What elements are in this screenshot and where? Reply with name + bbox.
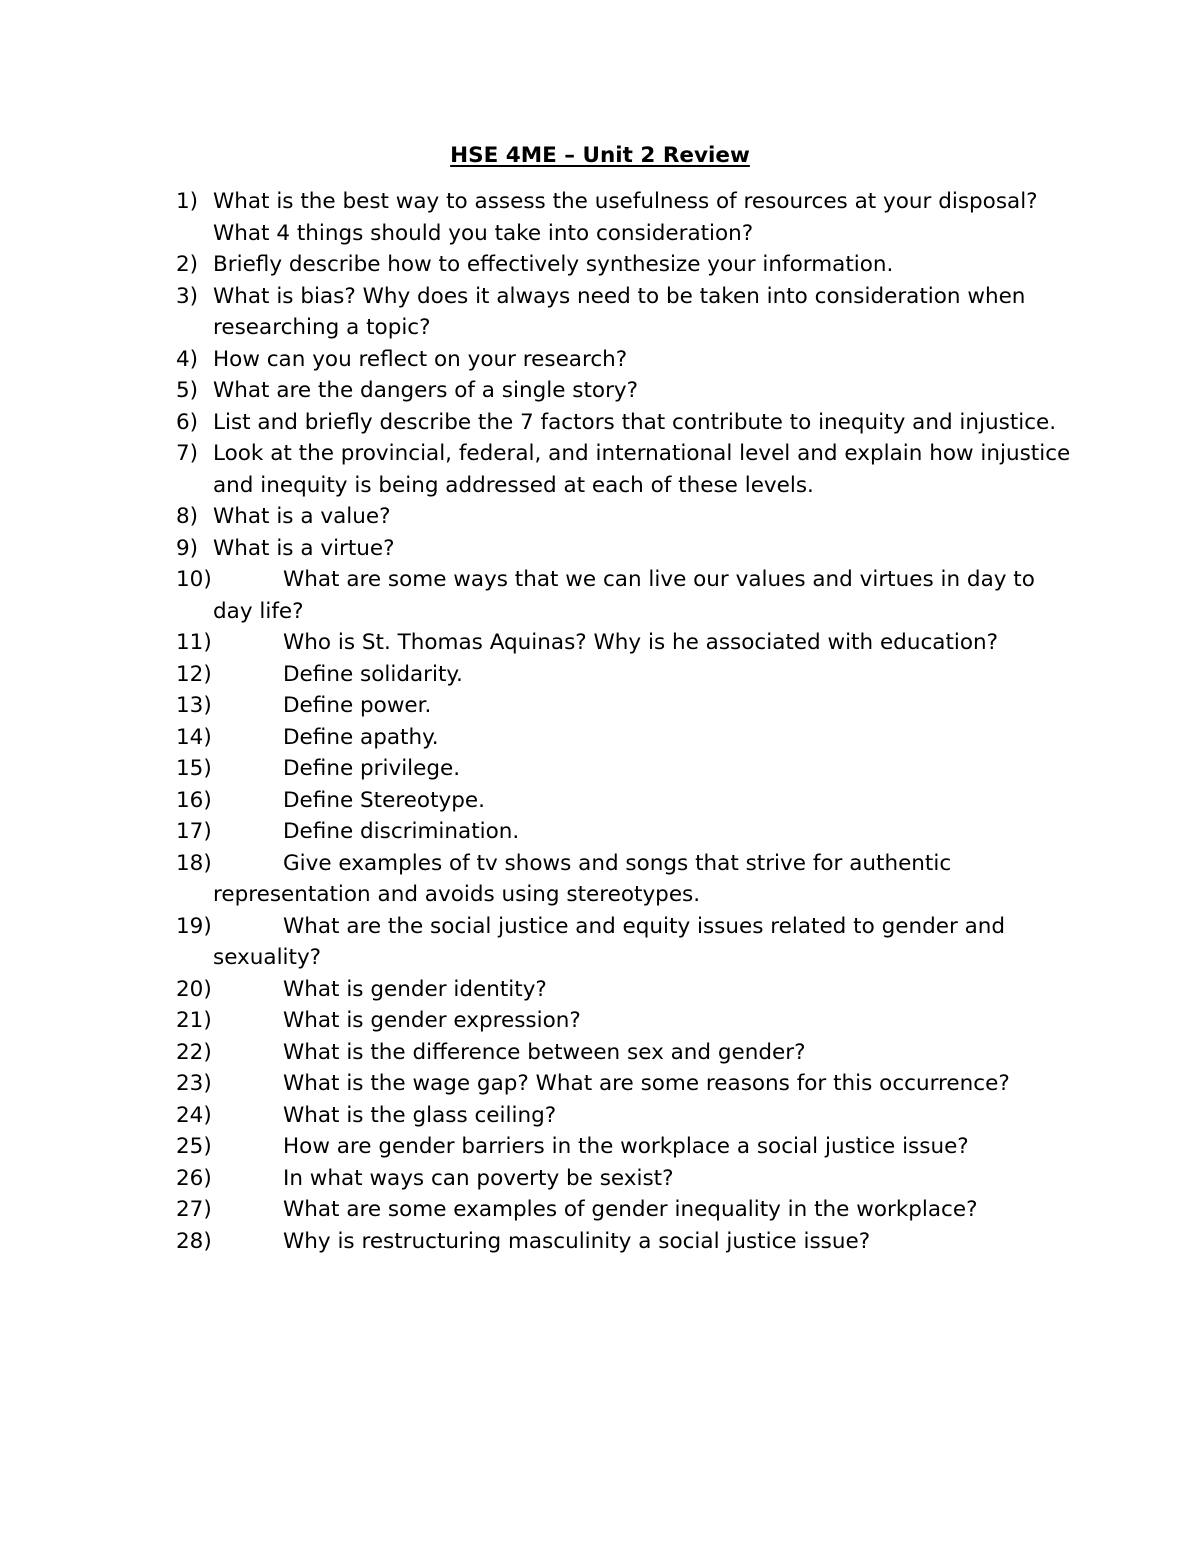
question-list [176, 186, 1076, 1257]
question-item [176, 1194, 1076, 1226]
question-number: 6) [176, 409, 199, 435]
question-text: What are some examples of gender inequality in the workplace? [283, 1197, 978, 1222]
question-number: 4) [176, 346, 199, 372]
question-text: What are some ways that we can live our values and virtues in day to day life? [213, 567, 1035, 624]
document-title: HSE 4ME – Unit 2 Review [450, 143, 750, 168]
question-text: What is gender identity? [283, 976, 547, 1002]
question-item [176, 564, 1076, 627]
question-number: 22) [176, 1039, 212, 1065]
question-text: What is the wage gap? What are some reasons for this occurrence? [283, 1071, 1010, 1096]
question-item [176, 1226, 1076, 1258]
question-number: 1) [176, 189, 199, 214]
question-text: What is the glass ceiling? [283, 1102, 557, 1128]
question-number: 10) [176, 567, 212, 592]
question-text: Define power. [283, 693, 432, 718]
question-text: List and briefly describe the 7 factors that contribute to inequity and injustice. [213, 409, 1057, 435]
question-number: 12) [176, 661, 212, 687]
question-number: 16) [176, 787, 212, 813]
question-text: Define Stereotype. [283, 787, 485, 813]
question-text: Give examples of tv shows and songs that strive for authentic representation and avoids using stereotypes. [213, 850, 952, 907]
question-number: 3) [176, 283, 199, 309]
question-text: What are the social justice and equity issues related to gender and sexuality? [213, 913, 1006, 970]
question-number: 27) [176, 1197, 212, 1222]
question-number: 24) [176, 1102, 212, 1128]
question-item [176, 1100, 1076, 1132]
question-text: Define solidarity. [283, 661, 463, 687]
question-item [176, 627, 1076, 659]
question-item [176, 533, 1076, 565]
question-text: Define apathy. [283, 724, 439, 750]
question-number: 14) [176, 724, 212, 750]
question-text: What is the best way to assess the usefulness of resources at your disposal? What 4 things should you take into consideration? [213, 189, 1038, 246]
question-item [176, 816, 1076, 848]
question-number: 23) [176, 1071, 212, 1096]
question-item [176, 407, 1076, 439]
question-number: 11) [176, 630, 212, 655]
question-number: 19) [176, 913, 212, 939]
question-item [176, 344, 1076, 376]
question-number: 5) [176, 378, 199, 403]
question-text: What is a virtue? [213, 535, 395, 561]
question-text: In what ways can poverty be sexist? [283, 1165, 674, 1191]
question-text: What is gender expression? [283, 1008, 581, 1033]
question-text: Define privilege. [283, 756, 461, 781]
question-text: Look at the provincial, federal, and international level and explain how injustice and inequity is being addressed at each of these levels. [213, 441, 1071, 498]
question-item [176, 375, 1076, 407]
question-number: 17) [176, 819, 212, 844]
question-text: How are gender barriers in the workplace a social justice issue? [283, 1134, 969, 1159]
question-number: 9) [176, 535, 199, 561]
question-item [176, 848, 1076, 911]
question-item [176, 249, 1076, 281]
question-number: 26) [176, 1165, 212, 1191]
question-item [176, 1037, 1076, 1069]
question-item [176, 974, 1076, 1006]
question-number: 18) [176, 850, 212, 876]
question-item [176, 438, 1076, 501]
question-number: 13) [176, 693, 212, 718]
question-text: How can you reflect on your research? [213, 346, 628, 372]
question-item [176, 690, 1076, 722]
question-number: 21) [176, 1008, 212, 1033]
question-number: 15) [176, 756, 212, 781]
question-item [176, 911, 1076, 974]
question-number: 25) [176, 1134, 212, 1159]
question-text: What is a value? [213, 504, 391, 529]
question-item [176, 1163, 1076, 1195]
question-number: 28) [176, 1228, 212, 1254]
question-item [176, 1131, 1076, 1163]
question-number: 7) [176, 441, 199, 466]
question-item [176, 659, 1076, 691]
question-item [176, 501, 1076, 533]
question-item [176, 1068, 1076, 1100]
question-number: 2) [176, 252, 199, 277]
question-text: Define discrimination. [283, 819, 520, 844]
question-text: Who is St. Thomas Aquinas? Why is he associated with education? [283, 630, 999, 655]
question-text: What is the difference between sex and gender? [283, 1039, 806, 1065]
question-item [176, 281, 1076, 344]
question-item [176, 753, 1076, 785]
question-number: 20) [176, 976, 212, 1002]
question-item [176, 186, 1076, 249]
question-number: 8) [176, 504, 199, 529]
question-text: Why is restructuring masculinity a social justice issue? [283, 1228, 871, 1254]
question-item [176, 1005, 1076, 1037]
question-text: Briefly describe how to effectively synthesize your information. [213, 252, 894, 277]
question-item [176, 722, 1076, 754]
question-text: What are the dangers of a single story? [213, 378, 639, 403]
question-item [176, 785, 1076, 817]
question-text: What is bias? Why does it always need to be taken into consideration when researching a topic? [213, 283, 1026, 340]
